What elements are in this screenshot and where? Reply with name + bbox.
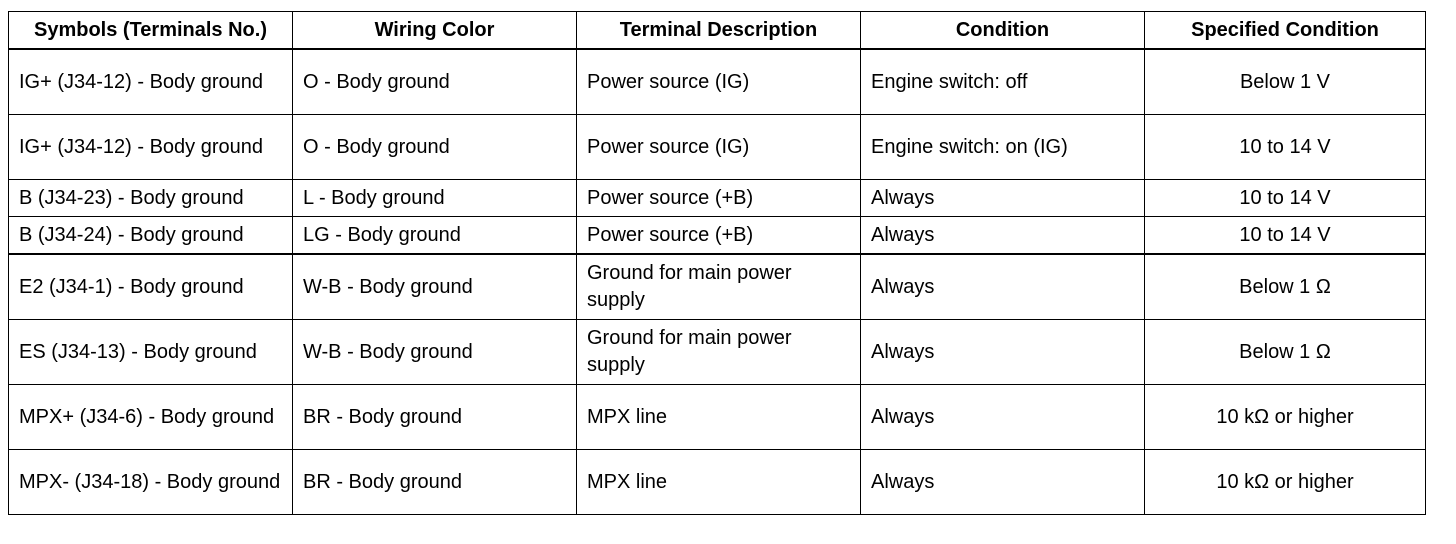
symbol-cell: E2 (J34-1) - Body ground [9, 254, 293, 320]
header-terminal-description: Terminal Description [577, 12, 861, 50]
specified-condition-cell: 10 kΩ or higher [1145, 385, 1426, 450]
header-condition: Condition [861, 12, 1145, 50]
table-row [9, 320, 1426, 385]
specified-condition-cell: Below 1 Ω [1145, 320, 1426, 385]
specified-condition-cell: 10 to 14 V [1145, 115, 1426, 180]
specified-condition-cell: 10 to 14 V [1145, 180, 1426, 217]
condition-cell: Engine switch: on (IG) [861, 115, 1145, 180]
header-row [9, 12, 1426, 50]
wiring-color-cell: O - Body ground [293, 115, 577, 180]
wiring-color-cell: LG - Body ground [293, 217, 577, 255]
symbol-cell: MPX+ (J34-6) - Body ground [9, 385, 293, 450]
terminal-description-cell: MPX line [577, 385, 861, 450]
specified-condition-cell: Below 1 Ω [1145, 254, 1426, 320]
specified-condition-cell: 10 to 14 V [1145, 217, 1426, 255]
table-row [9, 49, 1426, 115]
terminal-description-cell: MPX line [577, 450, 861, 515]
header-symbols: Symbols (Terminals No.) [9, 12, 293, 50]
symbol-cell: B (J34-23) - Body ground [9, 180, 293, 217]
table-row [9, 180, 1426, 217]
specified-condition-cell: 10 kΩ or higher [1145, 450, 1426, 515]
table-row [9, 450, 1426, 515]
specified-condition-cell: Below 1 V [1145, 49, 1426, 115]
terminal-description-cell: Power source (+B) [577, 217, 861, 255]
terminal-description-cell: Power source (+B) [577, 180, 861, 217]
wiring-color-cell: BR - Body ground [293, 385, 577, 450]
header-specified-condition: Specified Condition [1145, 12, 1426, 50]
header-wiring-color: Wiring Color [293, 12, 577, 50]
condition-cell: Always [861, 450, 1145, 515]
wiring-color-cell: W-B - Body ground [293, 254, 577, 320]
table-row [9, 385, 1426, 450]
condition-cell: Engine switch: off [861, 49, 1145, 115]
condition-cell: Always [861, 180, 1145, 217]
terminal-description-cell: Ground for main power supply [577, 254, 861, 320]
terminal-description-cell: Ground for main power supply [577, 320, 861, 385]
terminal-spec-table [8, 11, 1426, 515]
wiring-color-cell: O - Body ground [293, 49, 577, 115]
symbol-cell: ES (J34-13) - Body ground [9, 320, 293, 385]
symbol-cell: MPX- (J34-18) - Body ground [9, 450, 293, 515]
terminal-description-cell: Power source (IG) [577, 115, 861, 180]
wiring-color-cell: BR - Body ground [293, 450, 577, 515]
condition-cell: Always [861, 254, 1145, 320]
terminal-description-cell: Power source (IG) [577, 49, 861, 115]
condition-cell: Always [861, 217, 1145, 255]
table-row [9, 217, 1426, 255]
condition-cell: Always [861, 320, 1145, 385]
wiring-color-cell: W-B - Body ground [293, 320, 577, 385]
symbol-cell: B (J34-24) - Body ground [9, 217, 293, 255]
table-row [9, 115, 1426, 180]
condition-cell: Always [861, 385, 1145, 450]
wiring-color-cell: L - Body ground [293, 180, 577, 217]
symbol-cell: IG+ (J34-12) - Body ground [9, 115, 293, 180]
symbol-cell: IG+ (J34-12) - Body ground [9, 49, 293, 115]
table-row [9, 254, 1426, 320]
